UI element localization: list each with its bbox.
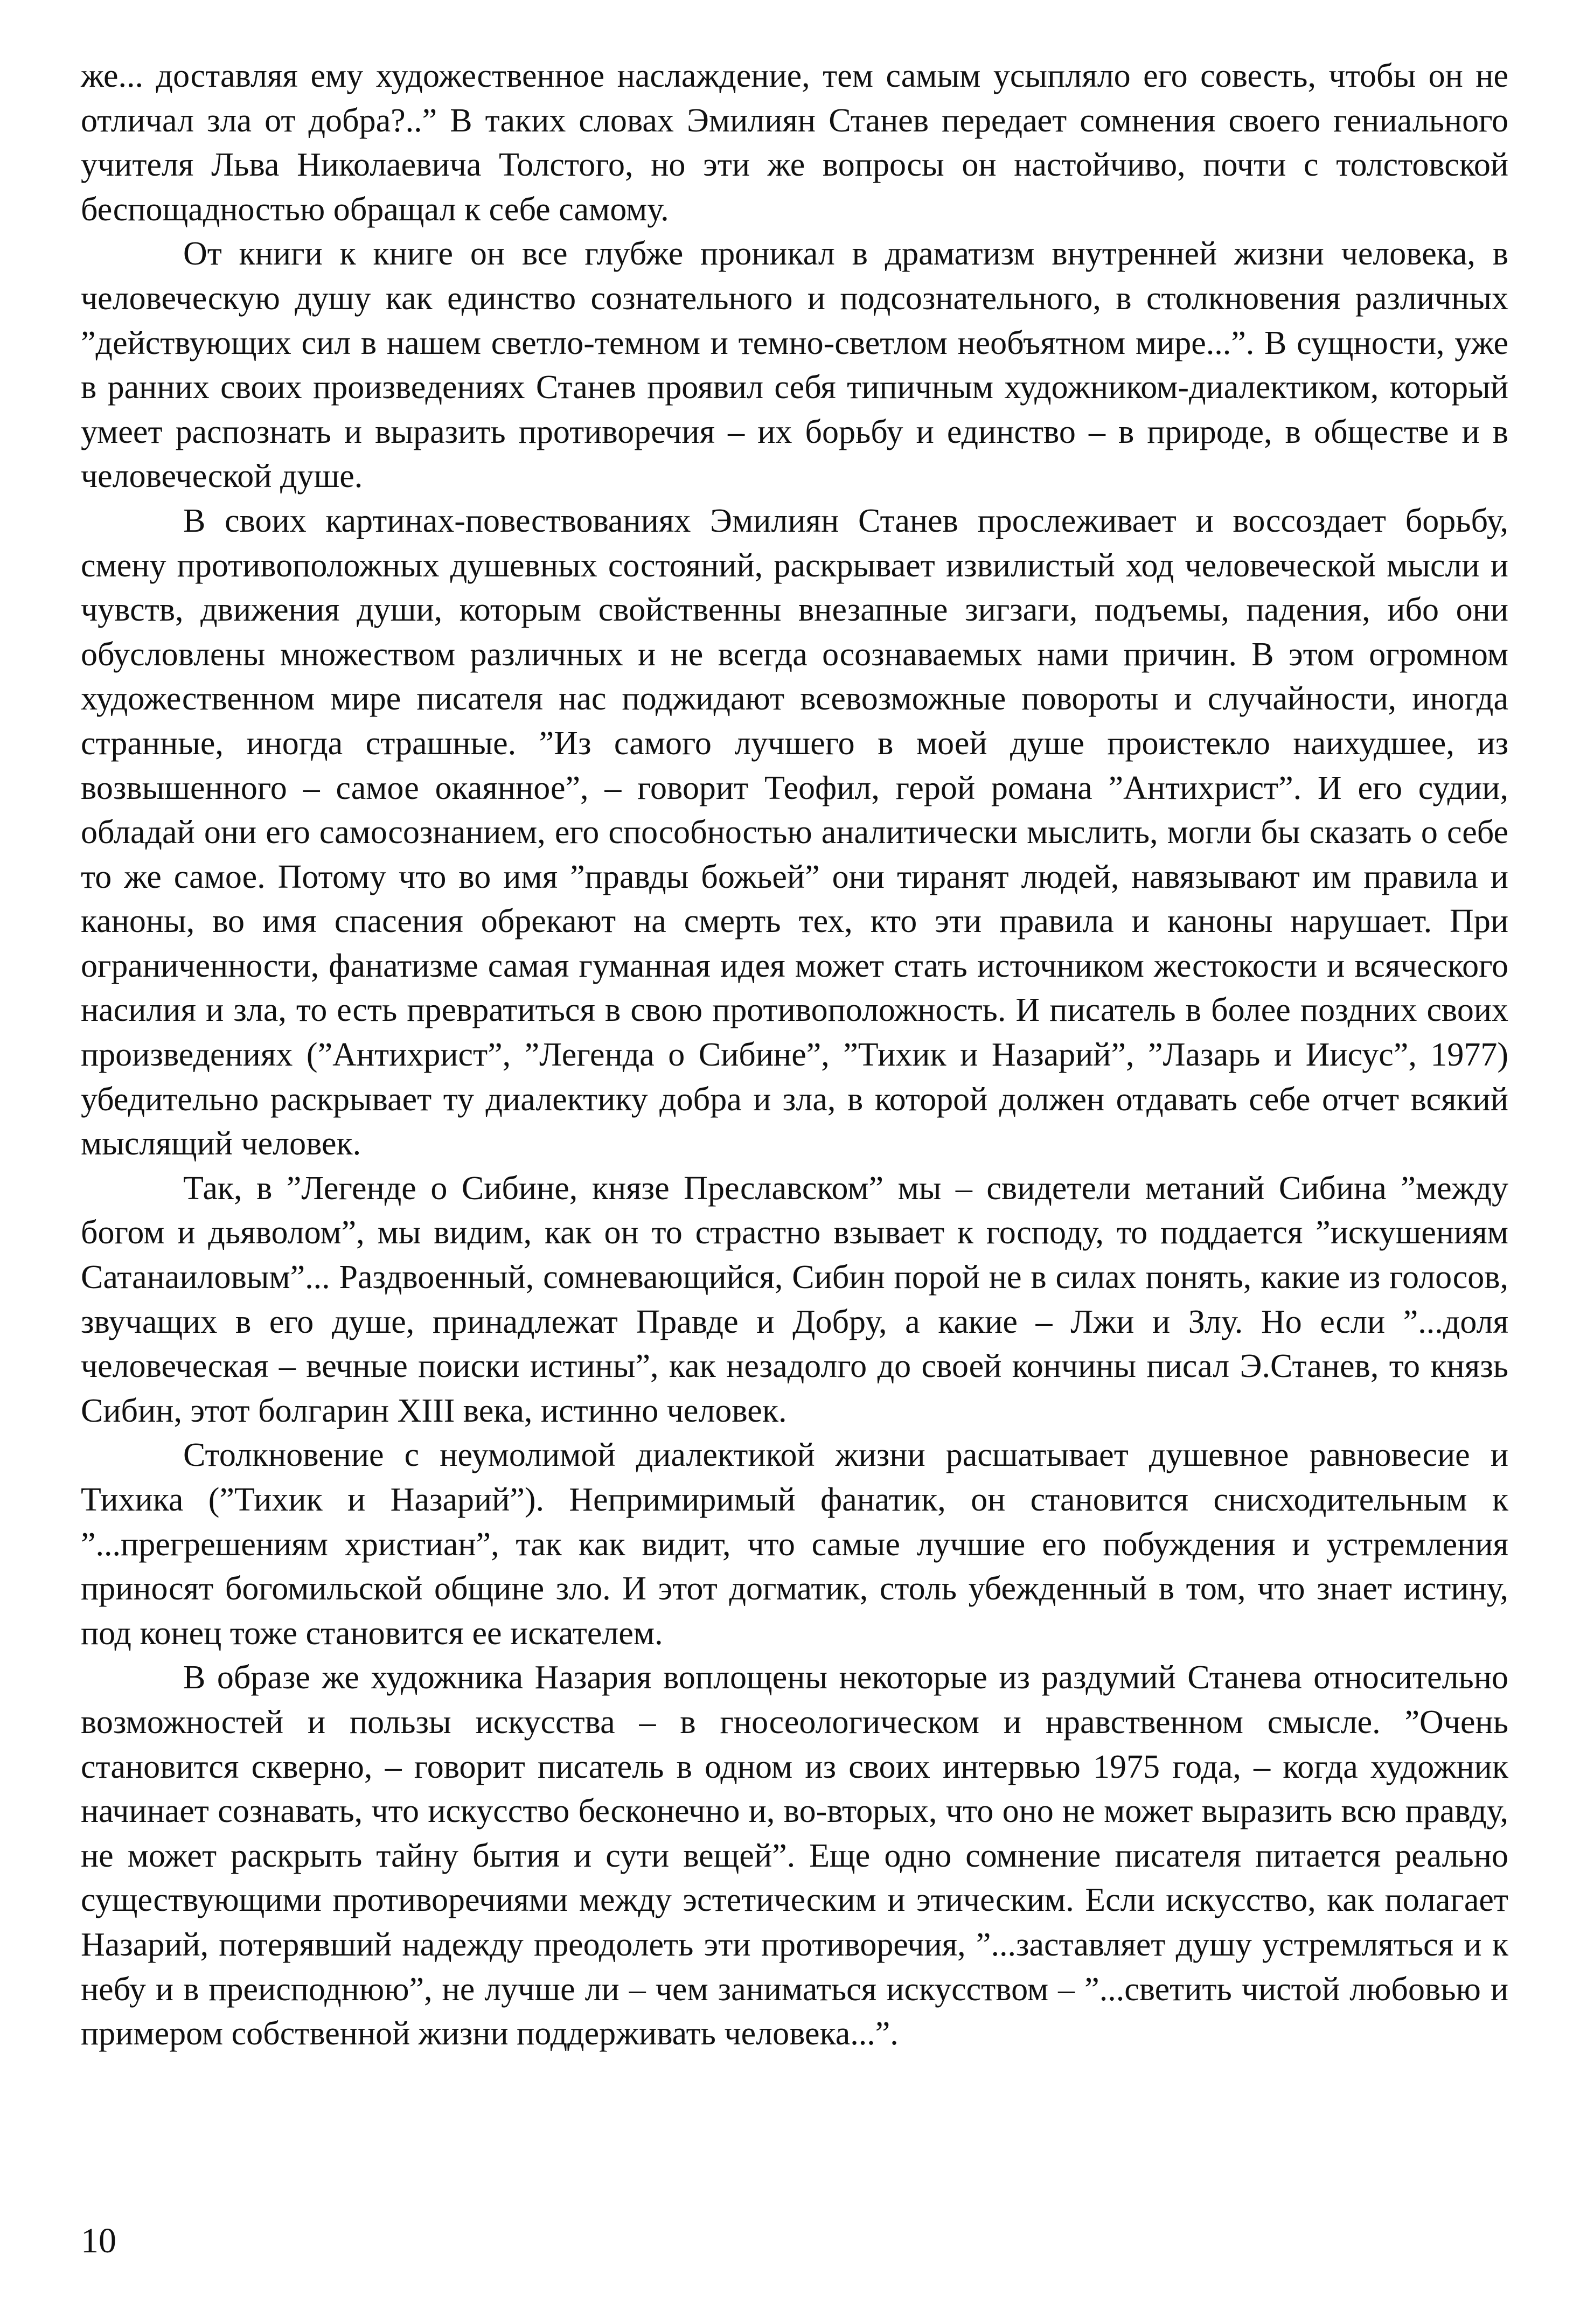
paragraph-1: же... доставляя ему художественное наслаждение, тем самым усыпляло его совесть, чтобы он не отличал зла от добра?..” В таких словах Эмилиян Станев передает сомнения своего гениального учителя Льва Николаевича Толстого, но эти же вопросы он настойчиво, почти с толстовской беспощадностью обращал к себе самому. <box>81 58 1508 228</box>
page-number: 10 <box>81 2221 116 2260</box>
paragraph-5: Столкновение с неумолимой диалектикой жизни расшатывает душевное равновесие и Тихика (”Тихик и Назарий”). Непримиримый фанатик, он становится снисходительным к ”...прегрешениям христиан”, так как видит, что самые лучшие его побуждения и устремления приносят богомильской общине зло. И этот догматик, столь убежденный в том, что знает истину, под конец тоже становится ее искателем. <box>81 1437 1508 1652</box>
paragraph-4: Так, в ”Легенде о Сибине, князе Преславском” мы – свидетели метаний Сибина ”между богом и дьяволом”, мы видим, как он то страстно взывает к господу, то поддается ”искушениям Сатанаиловым”... Раздвоенный, сомневающийся, Сибин порой не в силах понять, какие из голосов, звучащих в его душе, принадлежат Правде и Добру, а какие – Лжи и Злу. Но если ”...доля человеческая – вечные поиски истины”, как незадолго до своей кончины писал Э.Станев, то князь Сибин, этот болгарин XIII века, истинно человек. <box>81 1170 1508 1429</box>
paragraph-6: В образе же художника Назария воплощены некоторые из раздумий Станева относительно возможностей и пользы искусства – в гносеологическом и нравственном смысле. ”Очень становится скверно, – говорит писатель в одном из своих интервью 1975 года, – когда художник начинает сознавать, что искусство бесконечно и, во-вторых, что оно не может выразить всю правду, не может раскрыть тайну бытия и сути вещей”. Еще одно сомнение писателя питается реально существующими противоречиями между эстетическим и этическим. Если искусство, как полагает Назарий, потерявший надежду преодолеть эти противоречия, ”...заставляет душу устремляться и к небу и в преисподнюю”, не лучше ли – чем заниматься искусством – ”...светить чистой любовью и примером собственной жизни поддерживать человека...”. <box>81 1659 1508 2052</box>
paragraph-3: В своих картинах-повествованиях Эмилиян Станев прослеживает и воссоздает борьбу, смену противоположных душевных состояний, раскрывает извилистый ход человеческой мысли и чувств, движения души, которым свойственны внезапные зигзаги, подъемы, падения, ибо они обусловлены множеством различных и не всегда осознаваемых нами причин. В этом огромном художественном мире писателя нас поджидают всевозможные повороты и случайности, иногда странные, иногда страшные. ”Из самого лучшего в моей душе проистекло наихудшее, из возвышенного – самое окаянное”, – говорит Теофил, герой романа ”Антихрист”. И его судии, обладай они его самосознанием, его способностью аналитически мыслить, могли бы сказать о себе то же самое. Потому что во имя ”правды божьей” они тиранят людей, навязывают им правила и каноны, во имя спасения обрекают на смерть тех, кто эти правила и каноны нарушает. При ограниченности, фанатизме самая гуманная идея может стать источником жестокости и всяческого насилия и зла, то есть превратиться в свою противоположность. И писатель в более поздних своих произведениях (”Антихрист”, ”Легенда о Сибине”, ”Тихик и Назарий”, ”Лазарь и Иисус”, 1977) убедительно раскрывает ту диалектику добра и зла, в которой должен отдавать себе отчет всякий мыслящий человек. <box>81 502 1508 1163</box>
page-body <box>81 54 1508 2056</box>
paragraph-2: От книги к книге он все глубже проникал в драматизм внутренней жизни человека, в человеческую душу как единство сознательного и подсознательного, в столкновения различных ”действующих сил в нашем светло-темном и темно-светлом необъятном мире...”. В сущности, уже в ранних своих произведениях Станев проявил себя типичным художником-диалектиком, который умеет распознать и выразить противоречия – их борьбу и единство – в природе, в обществе и в человеческой душе. <box>81 235 1508 495</box>
